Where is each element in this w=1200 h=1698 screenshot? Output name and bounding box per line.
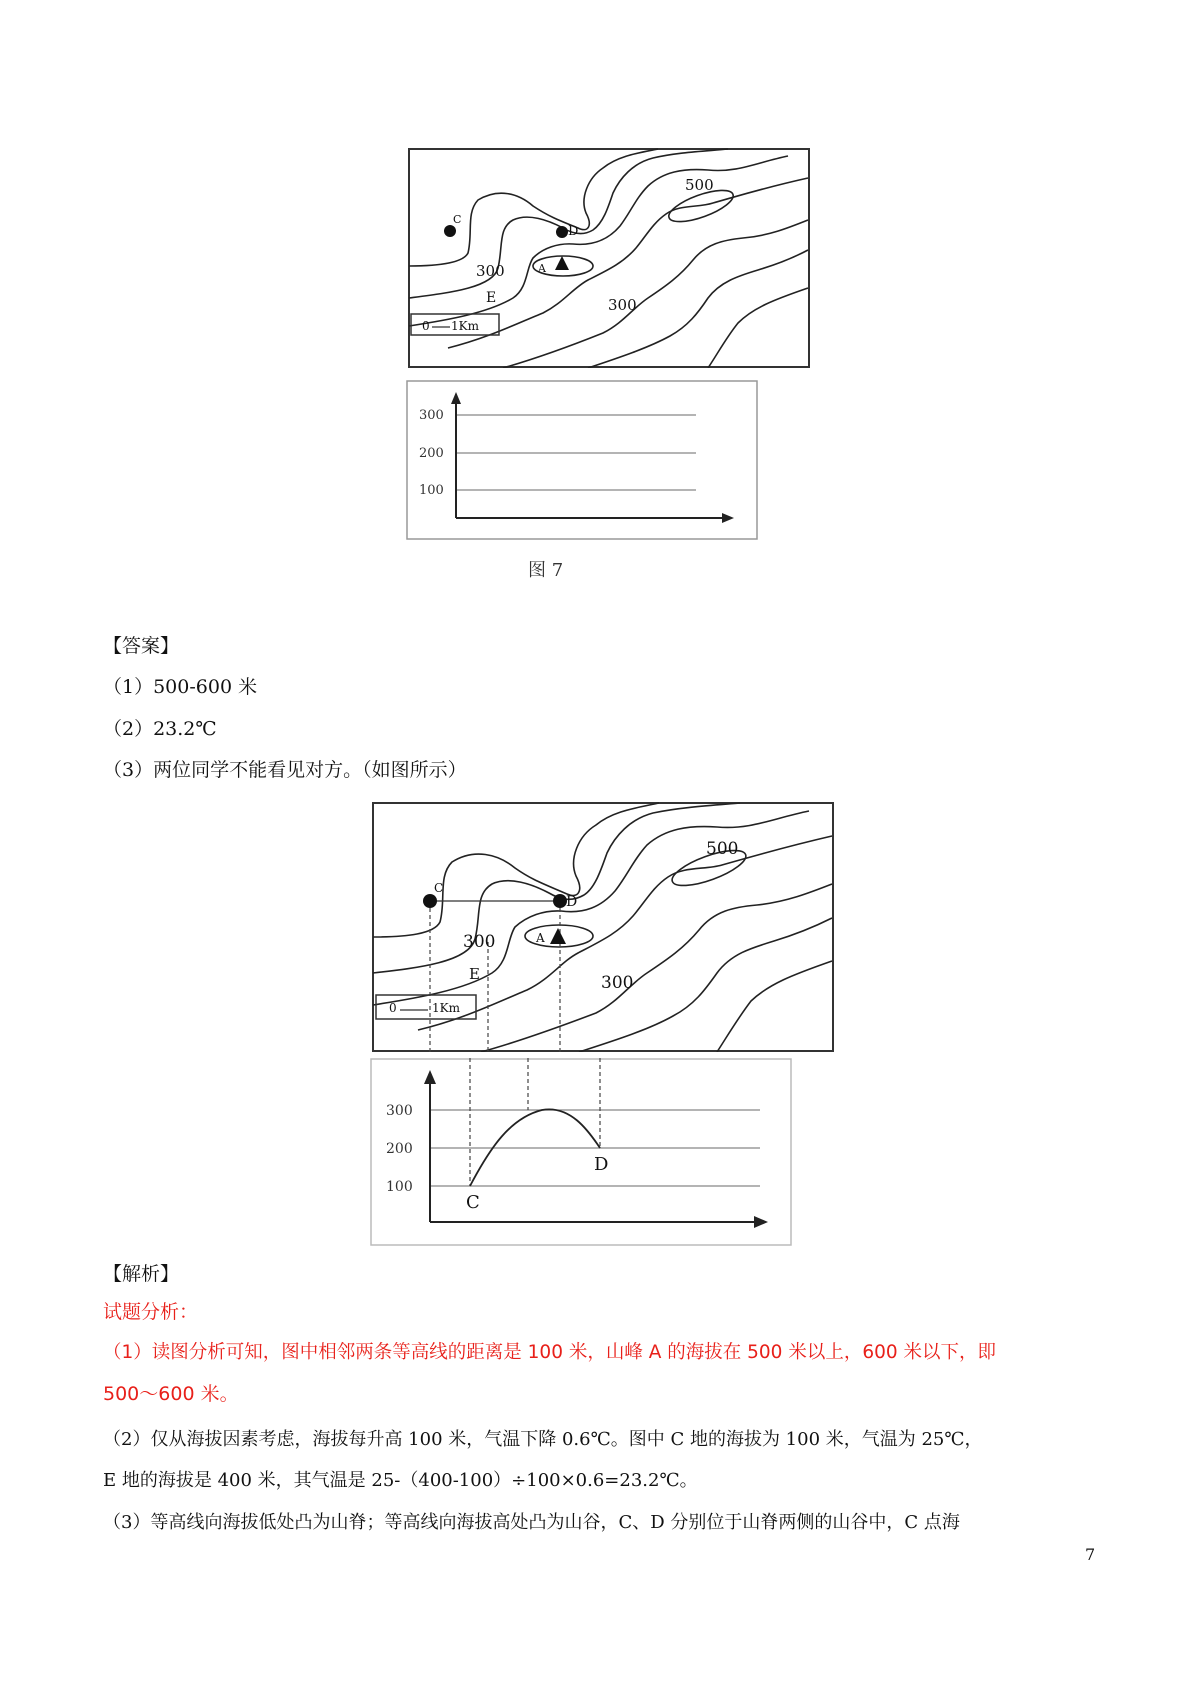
profile-point-d-label: D	[594, 1154, 609, 1175]
point-d-label: D	[568, 224, 579, 239]
point-e-label: E	[486, 290, 497, 306]
answer-point-c-label: C	[434, 881, 444, 895]
figure7-caption: 图 7	[528, 560, 564, 581]
page-number: 7	[1085, 1545, 1096, 1564]
answer-contour-label-300-right: 300	[601, 973, 634, 993]
analysis-subheading: 试题分析：	[103, 1301, 199, 1323]
answer-scale-zero: 0	[389, 1001, 397, 1015]
point-c-label: C	[453, 213, 462, 226]
answer-point-a-label: A	[536, 931, 545, 945]
profile-point-c-label: C	[466, 1192, 480, 1213]
answer-scale-unit: 1Km	[432, 1001, 460, 1015]
point-d-marker	[556, 226, 568, 238]
analysis-p2-line2: E 地的海拔是 400 米，其气温是 25-（400-100）÷100×0.6=23.2℃。	[103, 1470, 698, 1491]
answer-profile-tick-200: 200	[386, 1141, 413, 1157]
figure7-contour-map	[408, 148, 810, 368]
point-c-marker	[444, 225, 456, 237]
answer-item-3: （3）两位同学不能看见对方。（如图所示）	[103, 759, 467, 781]
figure7-profile-chart	[406, 380, 758, 540]
answer-point-e-label: E	[469, 965, 480, 983]
answer-profile-svg	[370, 1058, 792, 1246]
scale-zero: 0	[422, 319, 430, 333]
analysis-p3-line1: （3）等高线向海拔低处凸为山脊；等高线向海拔高处凸为山谷，C、D 分别位于山脊两侧的山谷中，C 点海	[103, 1512, 960, 1533]
figure7-profile-svg	[406, 380, 758, 540]
analysis-heading: 【解析】	[103, 1263, 180, 1285]
answer-item-2: （2）23.2℃	[103, 718, 217, 740]
point-a-label: A	[538, 262, 546, 275]
profile-tick-200: 200	[419, 446, 444, 461]
contour-label-500: 500	[685, 176, 714, 194]
answer-contour-label-500: 500	[706, 839, 739, 859]
answer-contour-label-300-left: 300	[463, 932, 496, 952]
figure7-map-svg	[408, 148, 810, 368]
profile-tick-300: 300	[419, 408, 444, 423]
analysis-p1-line2: 500～600 米。	[103, 1383, 239, 1405]
analysis-p2-line1: （2）仅从海拔因素考虑，海拔每升高 100 米，气温下降 0.6℃。图中 C 地的海拔为 100 米，气温为 25℃，	[103, 1429, 983, 1450]
answer-point-c-marker	[423, 894, 437, 908]
answer-contour-map	[372, 802, 834, 1052]
answer-heading: 【答案】	[103, 635, 180, 657]
answer-point-d-label: D	[566, 894, 578, 910]
answer-profile-tick-300: 300	[386, 1103, 413, 1119]
contour-label-300-left: 300	[476, 262, 505, 280]
answer-item-1: （1）500-600 米	[103, 676, 258, 698]
profile-tick-100: 100	[419, 483, 444, 498]
analysis-p1-line1: （1）读图分析可知，图中相邻两条等高线的距离是 100 米，山峰 A 的海拔在 500 米以上，600 米以下，即	[103, 1342, 997, 1363]
answer-point-d-marker	[553, 894, 567, 908]
answer-map-svg	[372, 802, 834, 1052]
answer-profile-chart	[370, 1058, 792, 1246]
contour-label-300-right: 300	[608, 296, 637, 314]
answer-profile-tick-100: 100	[386, 1179, 413, 1195]
scale-unit: 1Km	[451, 319, 479, 333]
